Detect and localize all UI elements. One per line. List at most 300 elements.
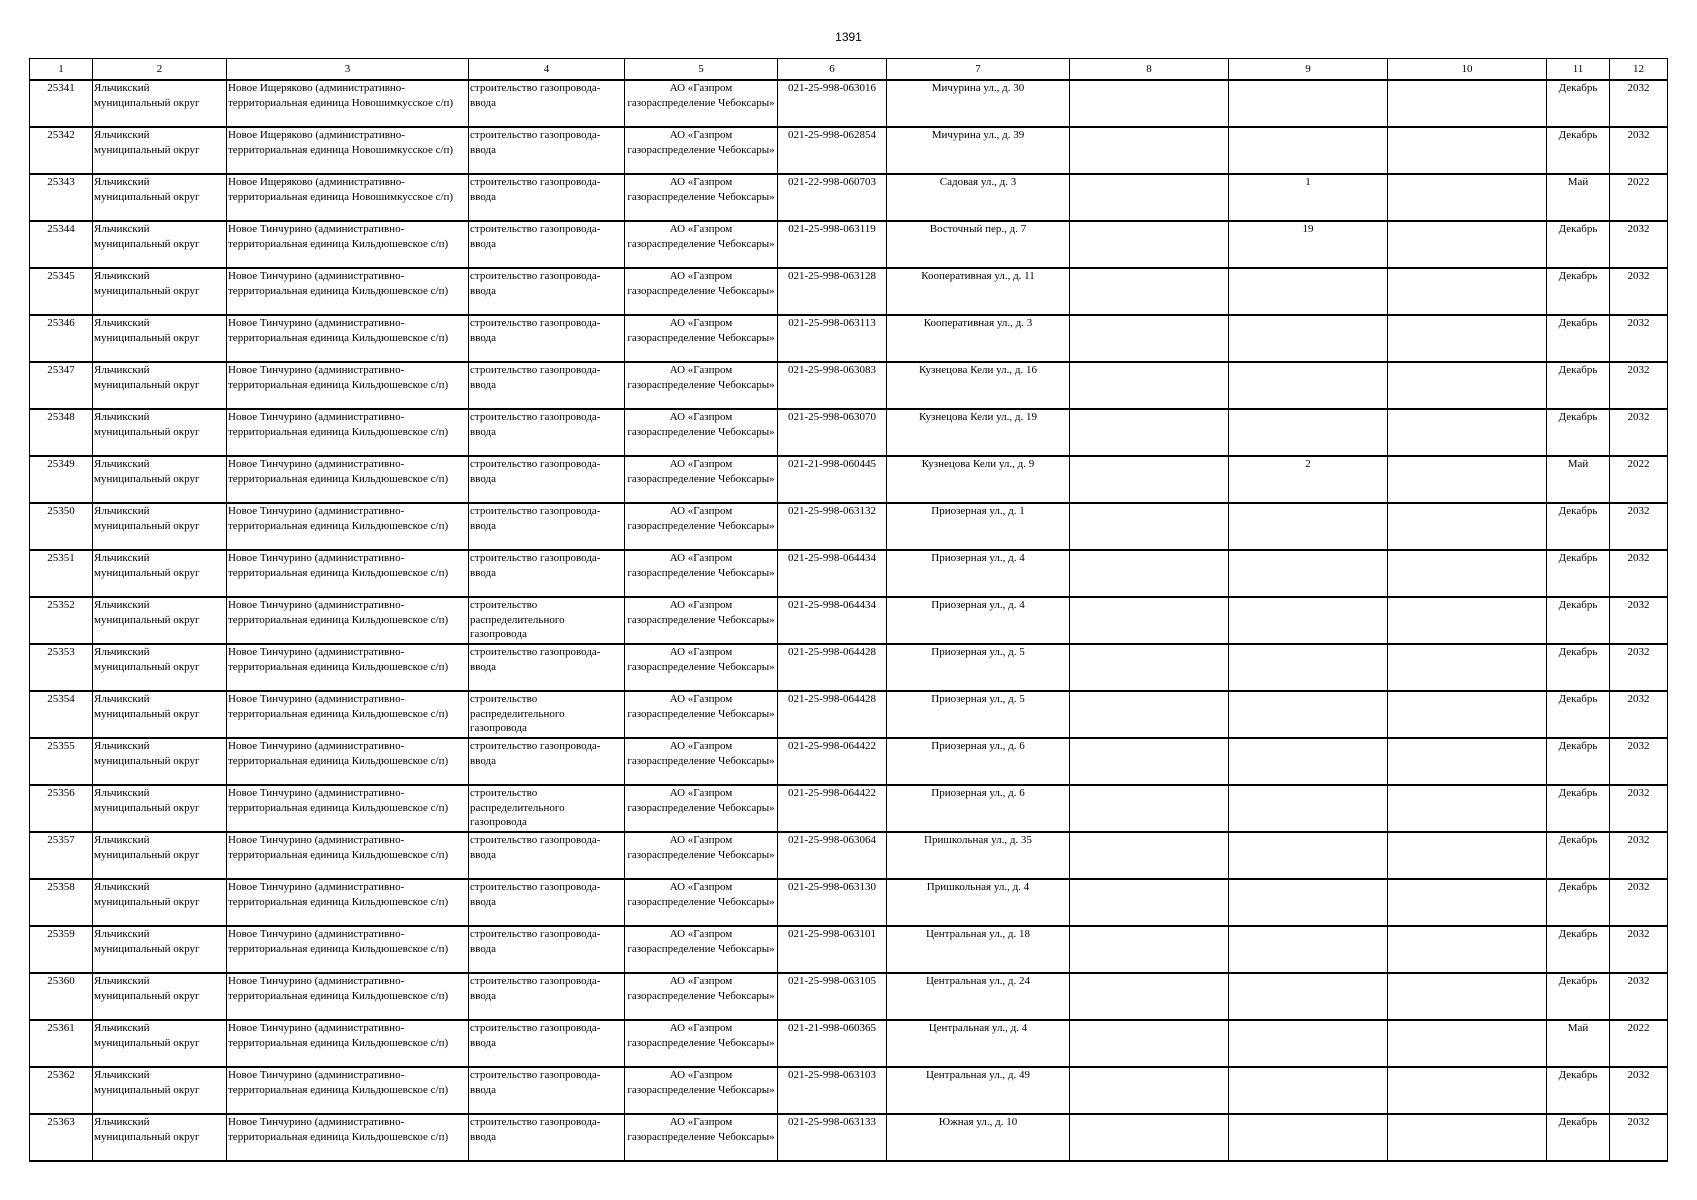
cell-text: Новое Тинчурино (административно-территориальная единица Кильдюшевское с/п)	[228, 693, 449, 720]
cell-text: Кузнецова Кели ул., д. 16	[919, 364, 1037, 376]
cell-text: 25343	[47, 176, 75, 188]
cell-year	[1610, 738, 1668, 785]
cell-text: АО «Газпром газораспределение Чебоксары»	[627, 693, 775, 720]
cell-text: строительство газопровода-ввода	[470, 505, 601, 532]
cell-address	[887, 503, 1070, 550]
cell-district	[93, 80, 227, 127]
table-row	[30, 268, 1668, 315]
column-header: 6	[778, 59, 887, 81]
cell-text	[1230, 645, 1386, 690]
cell-month	[1547, 879, 1610, 926]
cell-text: 021-25-998-063070	[788, 411, 876, 423]
cell-col-9	[1229, 597, 1388, 644]
cell-row-number	[30, 268, 93, 315]
cell-address	[887, 1020, 1070, 1067]
cell-work-type	[469, 409, 625, 456]
cell-month	[1547, 832, 1610, 879]
cell-col-9	[1229, 456, 1388, 503]
cell-organization	[625, 268, 778, 315]
cell-text: Яльчикский муниципальный округ	[94, 129, 200, 156]
cell-settlement	[227, 503, 469, 550]
cell-text: Приозерная ул., д. 6	[931, 787, 1025, 799]
cell-text: Новое Тинчурино (административно-территориальная единица Кильдюшевское с/п)	[228, 552, 449, 579]
cell-text: Май	[1567, 1022, 1589, 1034]
cell-text: Восточный пер., д. 7	[929, 223, 1027, 235]
cell-text: 021-25-998-063105	[788, 975, 876, 987]
cell-address	[887, 127, 1070, 174]
cell-settlement	[227, 221, 469, 268]
table-row	[30, 1114, 1668, 1161]
cell-address	[887, 409, 1070, 456]
cell-row-number	[30, 597, 93, 644]
cell-col-10	[1388, 503, 1547, 550]
cell-text: 25362	[47, 1069, 75, 1081]
cell-object-code	[778, 738, 887, 785]
cell-text: 25353	[47, 646, 75, 658]
cell-text	[1230, 833, 1386, 878]
cell-text: Центральная ул., д. 18	[925, 928, 1031, 940]
cell-object-code	[778, 1114, 887, 1161]
cell-text: 021-25-998-063101	[788, 928, 876, 940]
cell-text: Декабрь	[1558, 82, 1598, 94]
cell-col-8	[1070, 503, 1229, 550]
cell-text: строительство газопровода-ввода	[470, 411, 601, 438]
cell-text: 2032	[1627, 599, 1650, 611]
cell-text: Новое Тинчурино (административно-территориальная единица Кильдюшевское с/п)	[228, 505, 449, 532]
cell-text: Новое Тинчурино (административно-территориальная единица Кильдюшевское с/п)	[228, 1069, 449, 1096]
cell-text: АО «Газпром газораспределение Чебоксары»	[627, 82, 775, 109]
cell-address	[887, 597, 1070, 644]
cell-col-10	[1388, 644, 1547, 691]
cell-text: Яльчикский муниципальный округ	[94, 975, 200, 1002]
cell-col-8	[1070, 644, 1229, 691]
cell-text	[1071, 692, 1227, 737]
cell-col-9	[1229, 315, 1388, 362]
cell-col-9	[1229, 503, 1388, 550]
cell-organization	[625, 926, 778, 973]
cell-month	[1547, 738, 1610, 785]
cell-district	[93, 362, 227, 409]
cell-district	[93, 597, 227, 644]
cell-col-10	[1388, 221, 1547, 268]
cell-text: 19	[1302, 223, 1314, 235]
cell-col-8	[1070, 879, 1229, 926]
cell-text: Яльчикский муниципальный округ	[94, 599, 200, 626]
cell-row-number	[30, 362, 93, 409]
cell-object-code	[778, 268, 887, 315]
table-row	[30, 409, 1668, 456]
cell-settlement	[227, 268, 469, 315]
cell-month	[1547, 785, 1610, 832]
cell-text: 021-25-998-064428	[788, 646, 876, 658]
cell-work-type	[469, 926, 625, 973]
cell-year	[1610, 879, 1668, 926]
cell-district	[93, 738, 227, 785]
cell-text: 021-25-998-064434	[788, 552, 876, 564]
cell-text: АО «Газпром газораспределение Чебоксары»	[627, 740, 775, 767]
cell-text: 2032	[1627, 552, 1650, 564]
cell-row-number	[30, 1067, 93, 1114]
cell-col-9	[1229, 268, 1388, 315]
cell-text: 2032	[1627, 740, 1650, 752]
cell-organization	[625, 221, 778, 268]
table-row	[30, 691, 1668, 738]
cell-text	[1389, 457, 1545, 502]
cell-address	[887, 879, 1070, 926]
cell-text: 2022	[1627, 458, 1650, 470]
cell-text: Новое Тинчурино (административно-территориальная единица Кильдюшевское с/п)	[228, 411, 449, 438]
cell-col-9	[1229, 691, 1388, 738]
cell-text: строительство газопровода-ввода	[470, 552, 601, 579]
cell-work-type	[469, 785, 625, 832]
cell-col-10	[1388, 879, 1547, 926]
cell-col-9	[1229, 550, 1388, 597]
cell-text: АО «Газпром газораспределение Чебоксары»	[627, 975, 775, 1002]
cell-district	[93, 832, 227, 879]
cell-year	[1610, 127, 1668, 174]
cell-object-code	[778, 785, 887, 832]
cell-settlement	[227, 456, 469, 503]
cell-col-10	[1388, 550, 1547, 597]
cell-text: Новое Тинчурино (административно-территориальная единица Кильдюшевское с/п)	[228, 270, 449, 297]
cell-col-10	[1388, 456, 1547, 503]
cell-col-8	[1070, 1114, 1229, 1161]
cell-text: АО «Газпром газораспределение Чебоксары»	[627, 552, 775, 579]
cell-row-number	[30, 315, 93, 362]
cell-col-10	[1388, 1067, 1547, 1114]
cell-text	[1071, 81, 1227, 126]
cell-address	[887, 1114, 1070, 1161]
cell-text	[1071, 269, 1227, 314]
cell-text: АО «Газпром газораспределение Чебоксары»	[627, 834, 775, 861]
cell-row-number	[30, 973, 93, 1020]
cell-text: Яльчикский муниципальный округ	[94, 787, 200, 814]
cell-text: 021-22-998-060703	[788, 176, 876, 188]
cell-col-8	[1070, 1067, 1229, 1114]
cell-row-number	[30, 503, 93, 550]
cell-district	[93, 268, 227, 315]
cell-text: 021-25-998-063128	[788, 270, 876, 282]
cell-text: Новое Тинчурино (административно-территориальная единица Кильдюшевское с/п)	[228, 458, 449, 485]
cell-col-9	[1229, 1067, 1388, 1114]
cell-text	[1071, 504, 1227, 549]
cell-text	[1071, 363, 1227, 408]
cell-address	[887, 644, 1070, 691]
cell-year	[1610, 80, 1668, 127]
cell-text: 25358	[47, 881, 75, 893]
cell-organization	[625, 879, 778, 926]
cell-text: 25348	[47, 411, 75, 423]
cell-text: Новое Тинчурино (административно-территориальная единица Кильдюшевское с/п)	[228, 317, 449, 344]
cell-settlement	[227, 1114, 469, 1161]
cell-text: Декабрь	[1558, 881, 1598, 893]
cell-text: 25346	[47, 317, 75, 329]
cell-text: строительство газопровода-ввода	[470, 740, 601, 767]
cell-year	[1610, 926, 1668, 973]
cell-month	[1547, 1067, 1610, 1114]
cell-text	[1389, 222, 1545, 267]
cell-text	[1389, 504, 1545, 549]
cell-text	[1071, 1115, 1227, 1160]
cell-text: 2032	[1627, 129, 1650, 141]
cell-organization	[625, 503, 778, 550]
cell-text	[1071, 175, 1227, 220]
cell-text: АО «Газпром газораспределение Чебоксары»	[627, 270, 775, 297]
table-row	[30, 738, 1668, 785]
cell-work-type	[469, 456, 625, 503]
cell-text: Яльчикский муниципальный округ	[94, 881, 200, 908]
cell-work-type	[469, 362, 625, 409]
cell-address	[887, 174, 1070, 221]
cell-settlement	[227, 691, 469, 738]
cell-col-10	[1388, 409, 1547, 456]
cell-text	[1071, 598, 1227, 643]
cell-row-number	[30, 644, 93, 691]
cell-month	[1547, 1020, 1610, 1067]
cell-text	[1071, 645, 1227, 690]
cell-row-number	[30, 550, 93, 597]
cell-row-number	[30, 127, 93, 174]
cell-text	[1230, 551, 1386, 596]
cell-text: АО «Газпром газораспределение Чебоксары»	[627, 364, 775, 391]
cell-text: Приозерная ул., д. 4	[931, 552, 1025, 564]
cell-text: строительство распределительного газопровода	[470, 787, 565, 828]
cell-col-8	[1070, 409, 1229, 456]
cell-organization	[625, 691, 778, 738]
cell-col-9	[1229, 738, 1388, 785]
cell-address	[887, 973, 1070, 1020]
cell-text	[1071, 833, 1227, 878]
cell-col-10	[1388, 1020, 1547, 1067]
cell-row-number	[30, 926, 93, 973]
cell-text	[1071, 410, 1227, 455]
table-row	[30, 221, 1668, 268]
table-row	[30, 315, 1668, 362]
cell-settlement	[227, 1020, 469, 1067]
cell-text: 25349	[47, 458, 75, 470]
cell-col-10	[1388, 268, 1547, 315]
cell-col-9	[1229, 409, 1388, 456]
cell-col-8	[1070, 456, 1229, 503]
cell-text: 021-25-998-063130	[788, 881, 876, 893]
cell-year	[1610, 550, 1668, 597]
cell-organization	[625, 738, 778, 785]
cell-organization	[625, 1114, 778, 1161]
cell-text: строительство газопровода-ввода	[470, 364, 601, 391]
cell-text: 021-25-998-063064	[788, 834, 876, 846]
cell-text: Яльчикский муниципальный округ	[94, 646, 200, 673]
cell-col-8	[1070, 80, 1229, 127]
cell-organization	[625, 127, 778, 174]
cell-district	[93, 785, 227, 832]
cell-text: Декабрь	[1558, 411, 1598, 423]
cell-year	[1610, 174, 1668, 221]
cell-settlement	[227, 1067, 469, 1114]
cell-text	[1389, 81, 1545, 126]
cell-text: 021-25-998-063119	[788, 223, 876, 235]
cell-object-code	[778, 1020, 887, 1067]
cell-text: 021-25-998-062854	[788, 129, 876, 141]
cell-settlement	[227, 315, 469, 362]
cell-text: АО «Газпром газораспределение Чебоксары»	[627, 1069, 775, 1096]
cell-text: Декабрь	[1558, 223, 1598, 235]
cell-text: Пришкольная ул., д. 4	[926, 881, 1030, 893]
cell-text: Новое Тинчурино (административно-территориальная единица Кильдюшевское с/п)	[228, 787, 449, 814]
cell-work-type	[469, 1020, 625, 1067]
cell-district	[93, 879, 227, 926]
table-row	[30, 174, 1668, 221]
cell-col-10	[1388, 691, 1547, 738]
cell-text	[1230, 81, 1386, 126]
cell-month	[1547, 315, 1610, 362]
cell-text	[1071, 1068, 1227, 1113]
cell-text: 021-21-998-060445	[788, 458, 876, 470]
cell-settlement	[227, 362, 469, 409]
cell-text: Яльчикский муниципальный округ	[94, 740, 200, 767]
cell-work-type	[469, 597, 625, 644]
cell-district	[93, 691, 227, 738]
cell-text: строительство газопровода-ввода	[470, 223, 601, 250]
cell-year	[1610, 315, 1668, 362]
cell-text: 2032	[1627, 317, 1650, 329]
cell-month	[1547, 644, 1610, 691]
cell-text	[1389, 786, 1545, 831]
cell-text: строительство газопровода-ввода	[470, 458, 601, 485]
cell-text: 1	[1305, 176, 1311, 188]
column-header: 7	[887, 59, 1070, 81]
cell-text	[1230, 1068, 1386, 1113]
cell-text: строительство газопровода-ввода	[470, 129, 601, 156]
table-row	[30, 879, 1668, 926]
cell-text: АО «Газпром газораспределение Чебоксары»	[627, 505, 775, 532]
cell-month	[1547, 503, 1610, 550]
cell-text: 25363	[47, 1116, 75, 1128]
cell-row-number	[30, 738, 93, 785]
cell-text	[1071, 457, 1227, 502]
cell-col-8	[1070, 832, 1229, 879]
cell-organization	[625, 973, 778, 1020]
cell-month	[1547, 1114, 1610, 1161]
cell-text: Приозерная ул., д. 1	[931, 505, 1025, 517]
cell-address	[887, 691, 1070, 738]
cell-col-9	[1229, 80, 1388, 127]
cell-settlement	[227, 409, 469, 456]
cell-text: Декабрь	[1558, 928, 1598, 940]
cell-address	[887, 832, 1070, 879]
cell-text	[1071, 974, 1227, 1019]
cell-month	[1547, 268, 1610, 315]
cell-text	[1071, 927, 1227, 972]
cell-organization	[625, 1020, 778, 1067]
cell-text: 021-21-998-060365	[788, 1022, 876, 1034]
cell-text: строительство газопровода-ввода	[470, 1069, 601, 1096]
cell-text	[1230, 1021, 1386, 1066]
cell-text: Яльчикский муниципальный округ	[94, 270, 200, 297]
cell-settlement	[227, 832, 469, 879]
cell-object-code	[778, 1067, 887, 1114]
cell-text: строительство газопровода-ввода	[470, 176, 601, 203]
cell-object-code	[778, 409, 887, 456]
cell-text	[1230, 880, 1386, 925]
cell-text	[1230, 128, 1386, 173]
cell-text: 25345	[47, 270, 75, 282]
cell-settlement	[227, 174, 469, 221]
cell-month	[1547, 362, 1610, 409]
cell-text: Новое Тинчурино (административно-территориальная единица Кильдюшевское с/п)	[228, 364, 449, 391]
cell-text: Кузнецова Кели ул., д. 9	[921, 458, 1035, 470]
cell-object-code	[778, 550, 887, 597]
cell-work-type	[469, 174, 625, 221]
cell-object-code	[778, 127, 887, 174]
cell-organization	[625, 785, 778, 832]
cell-text: строительство газопровода-ввода	[470, 1022, 601, 1049]
cell-text: АО «Газпром газораспределение Чебоксары»	[627, 411, 775, 438]
cell-text	[1389, 1115, 1545, 1160]
cell-text: АО «Газпром газораспределение Чебоксары»	[627, 928, 775, 955]
cell-district	[93, 1067, 227, 1114]
cell-month	[1547, 456, 1610, 503]
cell-text: Декабрь	[1558, 975, 1598, 987]
cell-settlement	[227, 644, 469, 691]
cell-text: Южная ул., д. 10	[938, 1116, 1018, 1128]
cell-object-code	[778, 879, 887, 926]
cell-text: Декабрь	[1558, 552, 1598, 564]
cell-text: Декабрь	[1558, 317, 1598, 329]
cell-col-9	[1229, 644, 1388, 691]
cell-text: Новое Тинчурино (административно-территориальная единица Кильдюшевское с/п)	[228, 223, 449, 250]
table-row	[30, 1020, 1668, 1067]
cell-text: 2032	[1627, 411, 1650, 423]
cell-object-code	[778, 644, 887, 691]
cell-work-type	[469, 1067, 625, 1114]
cell-text: 25351	[47, 552, 75, 564]
cell-month	[1547, 597, 1610, 644]
cell-text: Новое Тинчурино (административно-территориальная единица Кильдюшевское с/п)	[228, 599, 449, 626]
cell-text: 021-25-998-063083	[788, 364, 876, 376]
cell-object-code	[778, 80, 887, 127]
cell-text	[1389, 645, 1545, 690]
cell-text: 25355	[47, 740, 75, 752]
table-row	[30, 362, 1668, 409]
cell-year	[1610, 644, 1668, 691]
cell-text: Яльчикский муниципальный округ	[94, 223, 200, 250]
cell-text	[1071, 1021, 1227, 1066]
column-header: 12	[1610, 59, 1668, 81]
cell-text: 021-25-998-064422	[788, 740, 876, 752]
cell-object-code	[778, 832, 887, 879]
cell-row-number	[30, 1114, 93, 1161]
cell-month	[1547, 80, 1610, 127]
cell-text: Новое Ищеряково (административно-территориальная единица Новошимкусское с/п)	[228, 82, 454, 109]
cell-text: 2022	[1627, 176, 1650, 188]
cell-text	[1230, 786, 1386, 831]
column-header: 11	[1547, 59, 1610, 81]
cell-text	[1389, 316, 1545, 361]
cell-organization	[625, 80, 778, 127]
cell-text	[1389, 692, 1545, 737]
cell-text: 25354	[47, 693, 75, 705]
cell-text: Декабрь	[1558, 834, 1598, 846]
cell-text: Яльчикский муниципальный округ	[94, 458, 200, 485]
cell-text: Яльчикский муниципальный округ	[94, 834, 200, 861]
cell-year	[1610, 691, 1668, 738]
table-row	[30, 456, 1668, 503]
cell-text: 021-25-998-063113	[788, 317, 876, 329]
cell-year	[1610, 221, 1668, 268]
cell-text: Декабрь	[1558, 1116, 1598, 1128]
table-header	[30, 59, 1668, 81]
column-header: 3	[227, 59, 469, 81]
